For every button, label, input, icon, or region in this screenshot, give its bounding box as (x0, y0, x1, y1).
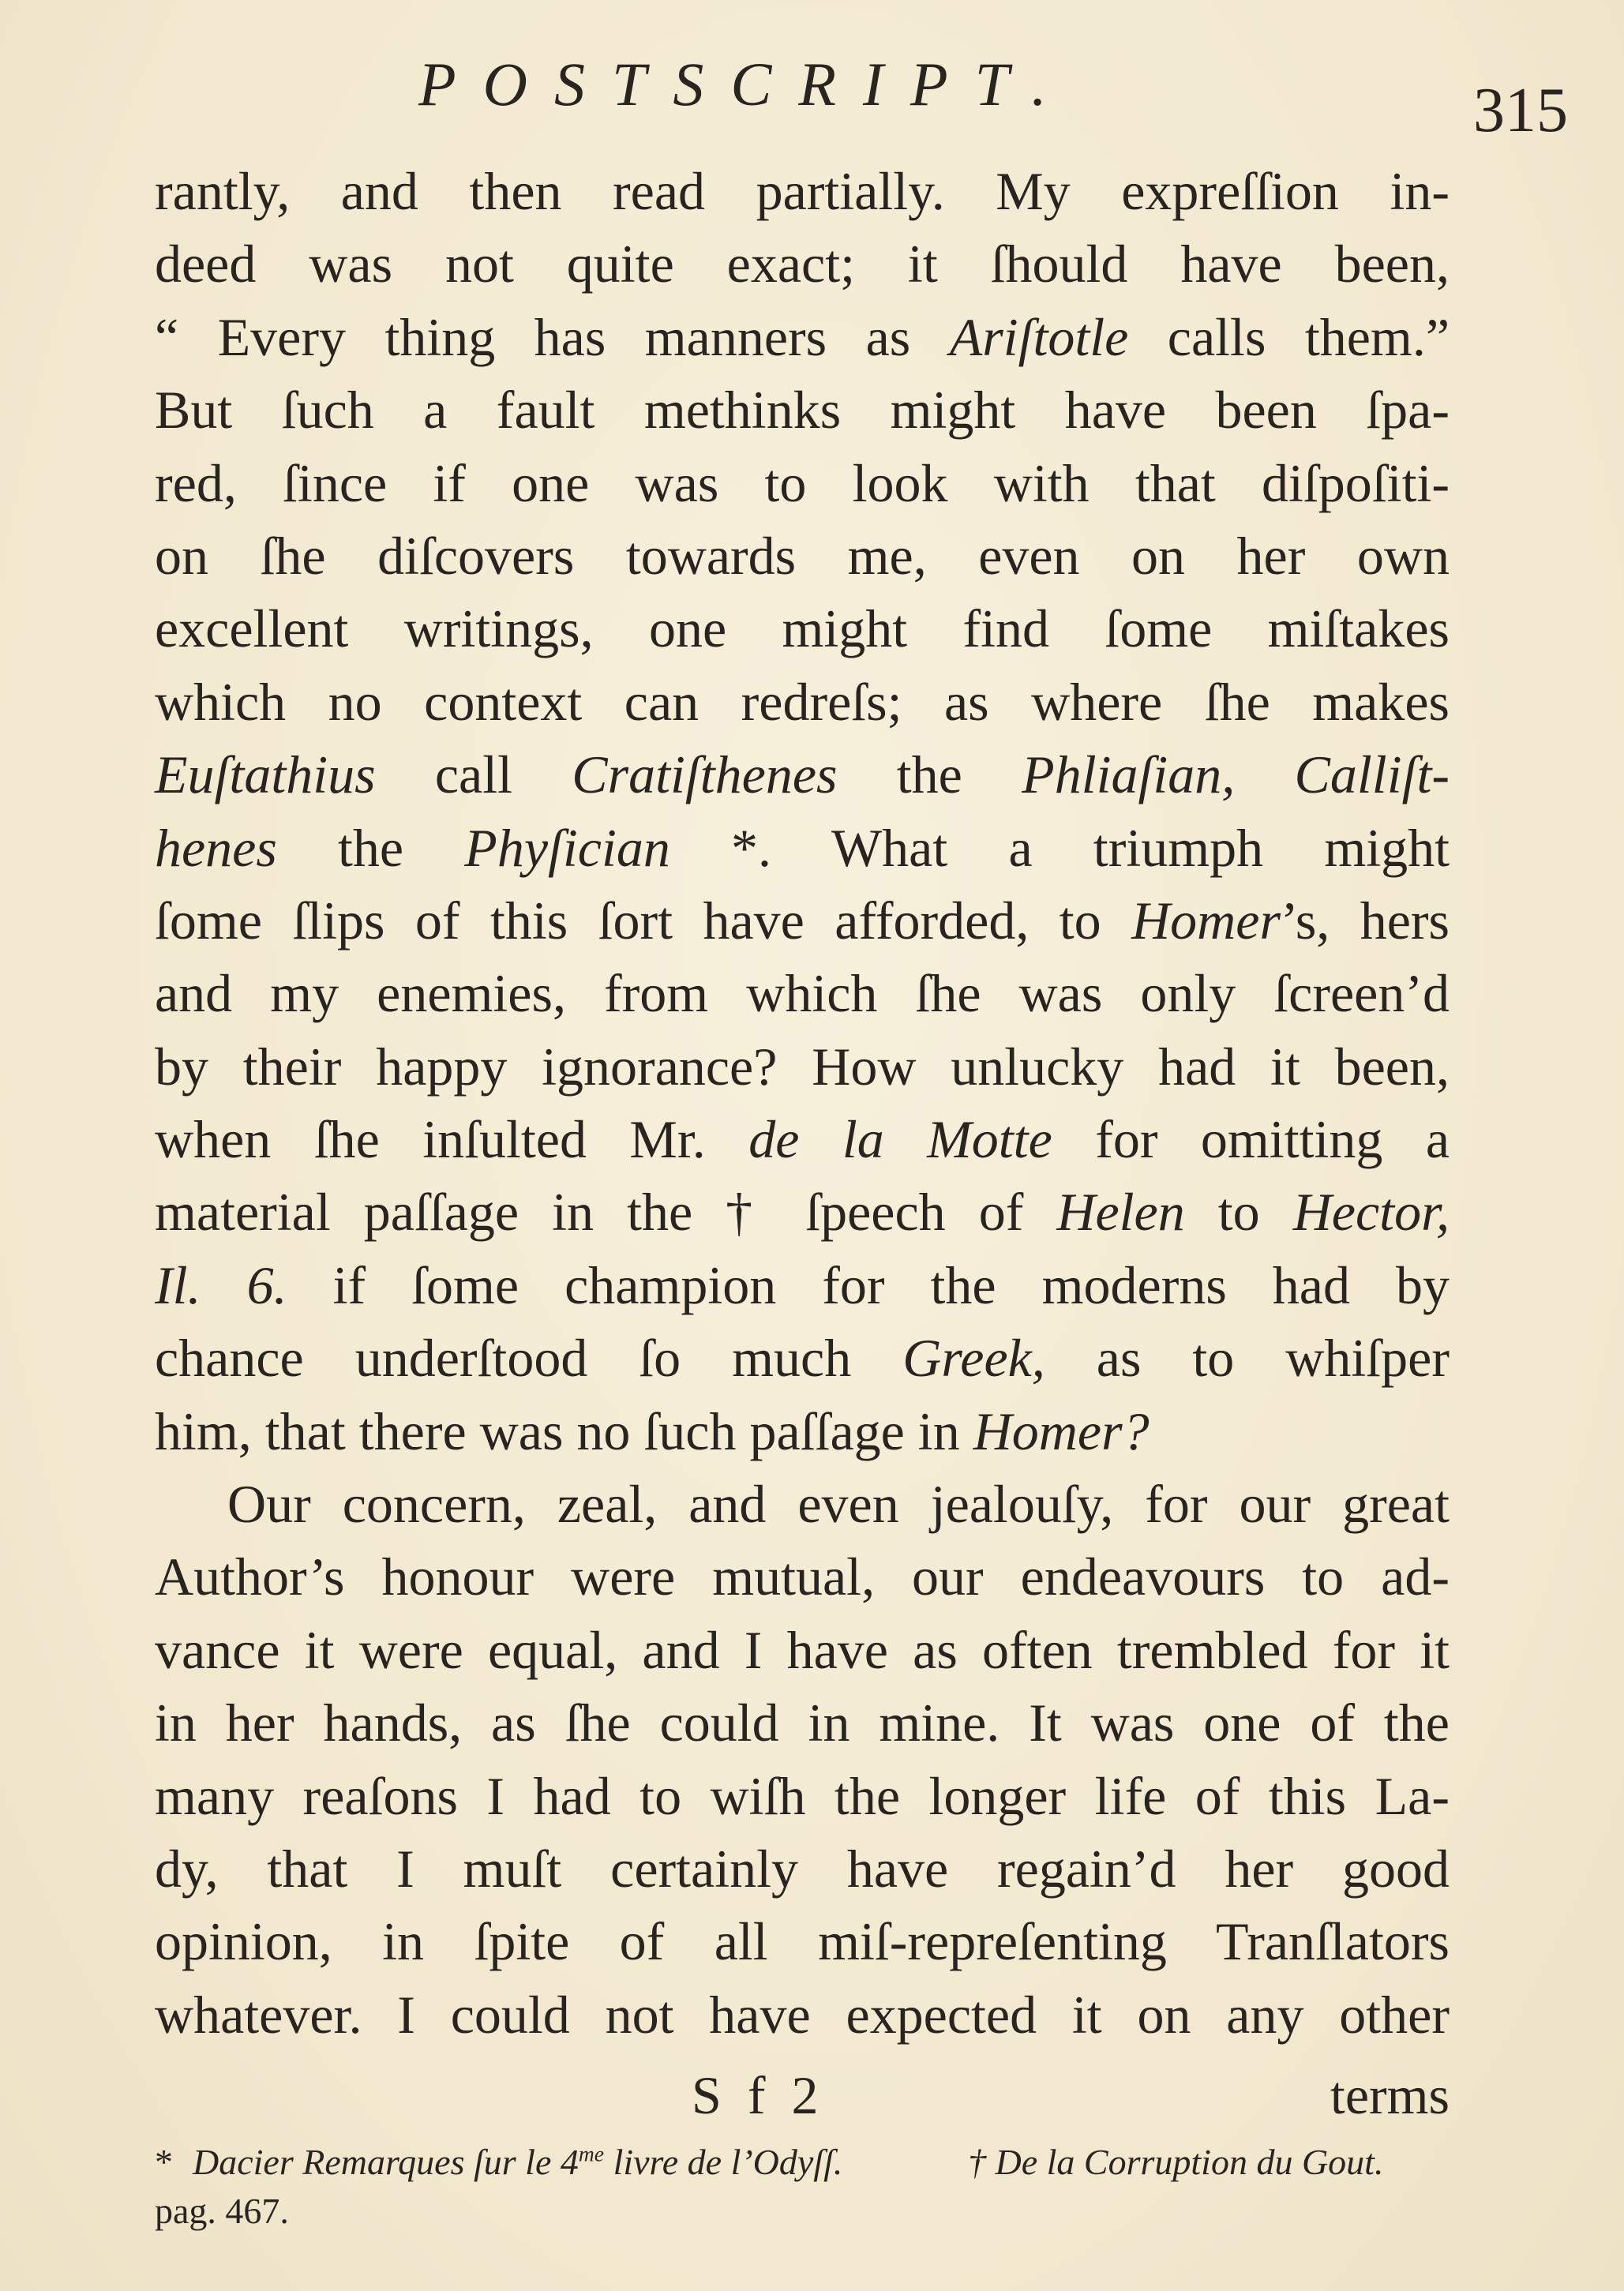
footnote-superscript: me (578, 2141, 605, 2166)
italic-text: Ariſtotle (949, 306, 1129, 367)
text-segment: if ſome champion for the moderns had by (287, 1254, 1450, 1315)
italic-text: Calliſt- (1294, 744, 1450, 805)
italic-text: Cratiſthenes (572, 744, 838, 805)
text-segment: material paſſage in the † ſpeech of (155, 1182, 1057, 1243)
text-segment: for omitting a (1052, 1109, 1450, 1170)
italic-text: de la Motte (748, 1109, 1052, 1170)
text-segment: vance it were equal, and I have as often trembled for it (155, 1619, 1450, 1680)
italic-text: 6. (246, 1254, 287, 1315)
text-segment: whatever. I could not have expected it on any other (155, 1984, 1450, 2045)
text-segment: which no context can redreſs; as where ſhe makes (155, 671, 1450, 732)
text-segment: But ſuch a fault methinks might have been ſpa- (155, 380, 1450, 441)
text-line (155, 373, 1450, 446)
italic-text: Phyſician (464, 817, 670, 878)
italic-text: Hector, (1292, 1182, 1450, 1243)
page-footer (155, 2064, 1450, 2143)
text-segment: deed was not quite exact; it ſhould have been, (155, 234, 1450, 294)
text-segment: rantly, and then read partially. My expreſſion in- (155, 161, 1450, 221)
text-segment: ’s, hers (1280, 890, 1450, 951)
footnote-corruption: † De la Corruption du Gout. (968, 2142, 1384, 2182)
text-segment: opinion, in ſpite of all miſ-repreſenting Tranſlators (155, 1911, 1450, 1972)
italic-text: Phliaſian, (1022, 744, 1236, 805)
text-segment: by their happy ignorance? How unlucky had it been, (155, 1036, 1450, 1097)
text-segment: the (276, 817, 465, 878)
footnote-dacier-text: Dacier Remarques ſur le 4 (193, 2142, 579, 2182)
italic-text: Il. (155, 1254, 201, 1315)
text-segment: the (837, 744, 1022, 805)
footnote-page-ref: pag. 467. (155, 2191, 289, 2231)
text-line (155, 1905, 1450, 1978)
text-line (155, 1249, 1450, 1322)
text-segment: when ſhe inſulted Mr. (155, 1109, 749, 1170)
text-segment: as to whiſper (1045, 1328, 1450, 1389)
text-segment: ſome ſlips of this ſort have afforded, to (155, 890, 1132, 951)
text-line (155, 155, 1450, 227)
text-segment: in her hands, as ſhe could in mine. It was one of the (155, 1693, 1450, 1753)
text-segment: on ſhe diſcovers towards me, even on her own (155, 525, 1450, 586)
italic-text: Homer? (973, 1400, 1150, 1461)
text-segment: and my enemies, from which ſhe was only ſcreen’d (155, 963, 1450, 1024)
italic-text: Euſtathius (155, 744, 376, 805)
text-line (155, 1540, 1450, 1613)
text-line (155, 1468, 1450, 1540)
catchword: terms (1330, 2065, 1450, 2125)
text-line (155, 1103, 1450, 1175)
text-line (155, 1832, 1450, 1905)
text-segment: call (375, 744, 572, 805)
text-segment (1235, 744, 1294, 804)
italic-text: henes (155, 817, 277, 878)
text-segment: red, ſince if one was to look with that diſpoſiti- (155, 452, 1450, 513)
text-line (155, 957, 1450, 1029)
italic-text: Homer (1131, 890, 1281, 951)
text-line (155, 666, 1450, 738)
text-segment: to (1184, 1182, 1293, 1243)
footnote-asterisk: * (155, 2142, 173, 2182)
text-segment: calls them.” (1128, 306, 1450, 367)
text-segment: dy, that I muſt certainly have regain’d her good (155, 1838, 1450, 1899)
footnote-row-2 (155, 2187, 1450, 2236)
text-segment: him, that there was no ſuch paſſage in (155, 1400, 973, 1461)
text-segment: *. What a triumph might (669, 817, 1450, 878)
text-line (155, 738, 1450, 811)
footnote-row-1 (155, 2138, 1450, 2187)
text-line (155, 1030, 1450, 1103)
text-line (155, 227, 1450, 300)
text-line (155, 1395, 1450, 1468)
text-line (155, 1614, 1450, 1686)
text-line (155, 1686, 1450, 1759)
page-number: 315 (1473, 76, 1568, 145)
footnotes (155, 2138, 1450, 2236)
text-segment: Our concern, zeal, and even jealouſy, for our great (227, 1474, 1450, 1535)
footnote-dacier (193, 2138, 842, 2187)
italic-text: Greek, (902, 1328, 1045, 1389)
text-line (155, 1175, 1450, 1248)
text-line (155, 1322, 1450, 1394)
text-line (155, 884, 1450, 957)
text-segment: excellent writings, one might find ſome miſtakes (155, 598, 1450, 659)
text-line (155, 301, 1450, 373)
text-segment (201, 1255, 247, 1315)
text-line (155, 592, 1450, 665)
text-segment: chance underſtood ſo much (155, 1328, 903, 1389)
text-segment: many reaſons I had to wiſh the longer life of this La- (155, 1765, 1450, 1826)
text-line (155, 519, 1450, 592)
text-line (155, 812, 1450, 884)
text-segment: Author’s honour were mutual, our endeavours to ad- (155, 1547, 1450, 1607)
body-text (155, 155, 1450, 2051)
text-line (155, 1978, 1450, 2051)
running-title: POSTSCRIPT. (418, 50, 1074, 118)
text-line (155, 447, 1450, 519)
footnote-dacier-text-end: livre de l’Odyſſ. (604, 2142, 843, 2182)
text-line (155, 1760, 1450, 1832)
italic-text: Helen (1056, 1182, 1185, 1243)
signature-mark: S f 2 (692, 2065, 825, 2125)
text-segment: “ Every thing has manners as (155, 306, 950, 367)
